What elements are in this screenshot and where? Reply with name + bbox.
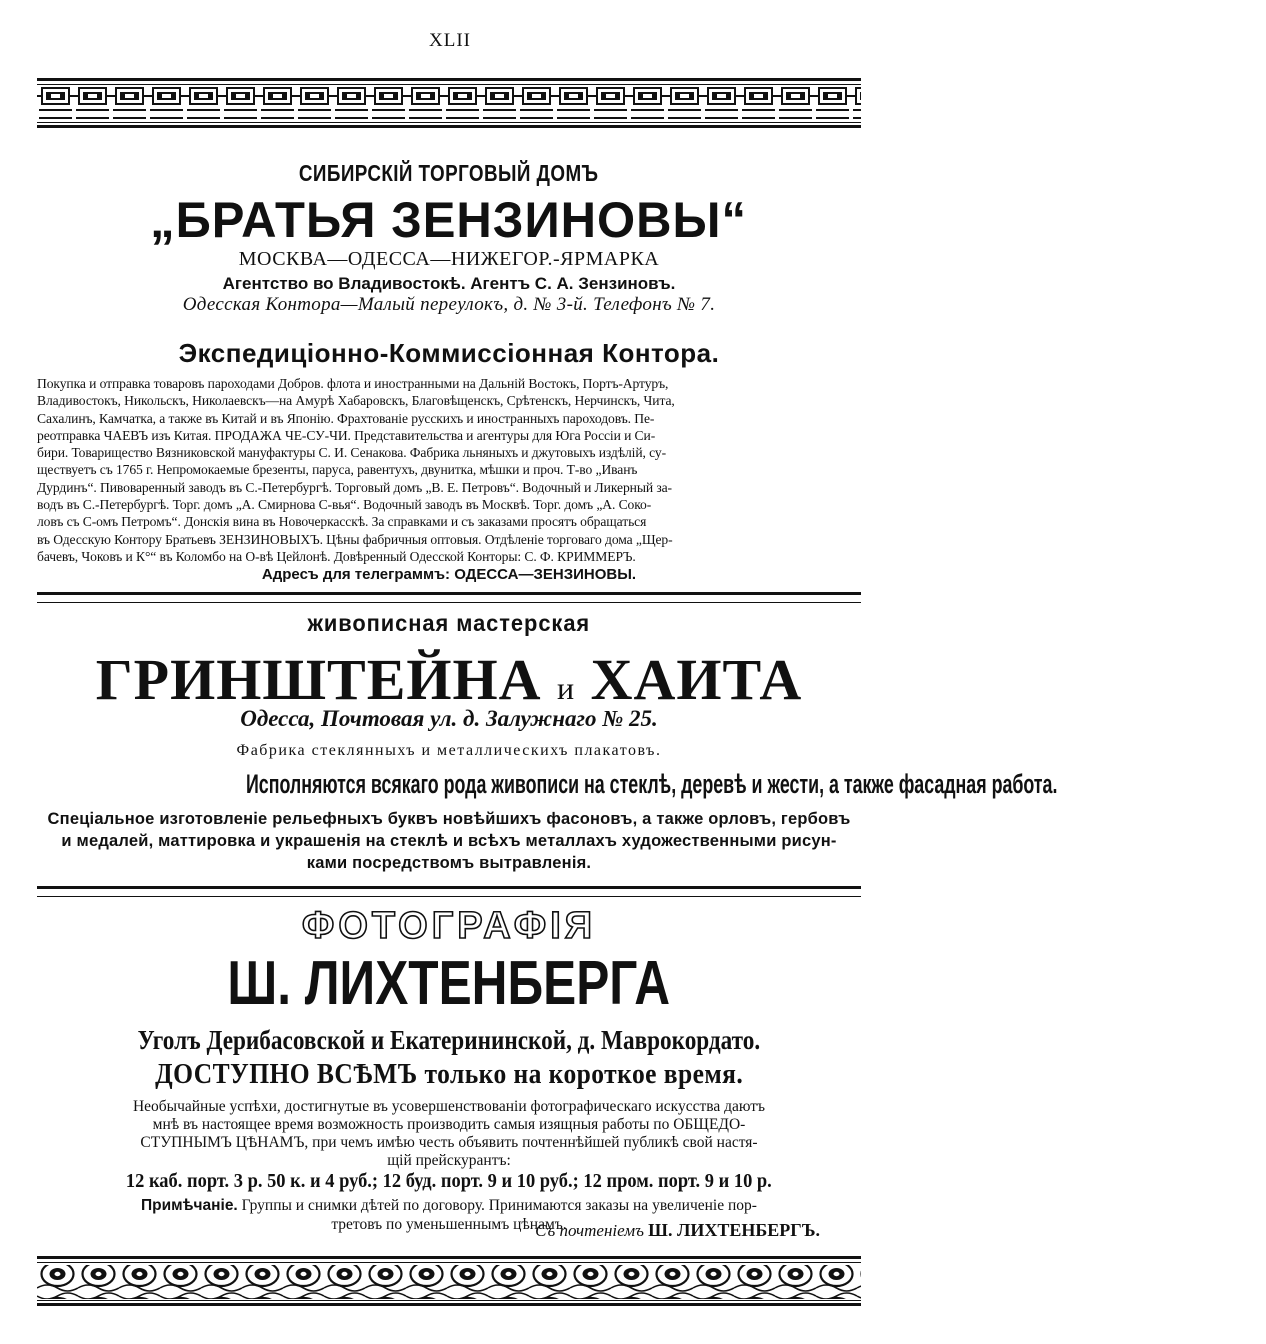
ad3-signature-prefix: Съ почтеніемъ [535,1221,644,1240]
ad3-address: Уголъ Дерибасовской и Екатерининской, д. Маврокордато. [137,1025,761,1055]
ad3-body-line: СТУПНЫМЪ ЦѢНАМЪ, при чемъ имѣю честь объявить почтеннѣйшей публикѣ свой настя- [140,1134,758,1151]
ad3-note-line: третовъ по уменьшеннымъ цѣнамъ. [331,1216,567,1233]
ad2-services: Исполняются всякаго рода живописи на стеклѣ, деревѣ и жести, а также фасадная работа. [245,769,1058,799]
ad3-body [37,1098,861,1170]
ad1-body-line: Дурдинъ“. Пивоваренный заводъ въ С.-Петербургѣ. Торговый домъ „В. Е. Петровъ“. Водочный и Ликерный за- [37,479,672,495]
bottom-ornament-border [37,1256,861,1306]
ad1-body-line: въ Одесскую Контору Братьевъ ЗЕНЗИНОВЫХЪ. Цѣны фабричныя оптовыя. Отдѣленіе торговаго дома „Щер- [37,531,673,547]
ad2-heading: живописная мастерская [307,610,591,636]
ad1-body-line: Сахалинъ, Камчатка, а также въ Китай и въ Японію. Фрахтованіе русскихъ и иностранныхъ пароходовъ. Пе- [37,410,655,426]
ad3-body-line: щій прейскурантъ: [387,1152,511,1169]
ad3-title: Ш. ЛИХТЕНБЕРГА [227,949,671,1018]
section-divider [37,592,861,603]
ad2-special [37,808,861,874]
ad2-special-line: Спеціальное изготовленіе рельефныхъ буквъ новѣйшихъ фасоновъ, а также орловъ, гербовъ [47,810,851,828]
ad2-factory: Фабрика стеклянныхъ и металлическихъ плакатовъ. [236,742,662,759]
section-divider [37,886,861,897]
ad1-body-line: реотправка ЧАЕВЪ изъ Китая. ПРОДАЖА ЧЕ-СУ-ЧИ. Представительства и агентуры для Юга Россіи и Си- [37,427,656,443]
ad1-body-line: ществуетъ съ 1765 г. Непромокаемые брезенты, паруса, равентухъ, двунитка, мѣшки и проч. Т-во „Иванъ [37,462,638,478]
ad3-signature [420,1220,820,1241]
ad3-note-label: Примѣчаніе. [141,1197,238,1214]
ad3-note-line: Группы и снимки дѣтей по договору. Принимаются заказы на увеличеніе пор- [241,1197,757,1214]
ad3-signature-name: Ш. ЛИХТЕНБЕРГЪ. [648,1220,820,1240]
ad1-office: Одесская Контора—Малый переулокъ, д. № 3-й. Телефонъ № 7. [182,294,716,315]
ad1-body-line: Владивостокъ, Никольскъ, Николаевскъ—на Амурѣ Хабаровскъ, Благовѣщенскъ, Срѣтенскъ, Нерчинскъ, Чита, [37,393,675,409]
ad2-special-line: и медалей, маттировка и украшенія на стеклѣ и всѣхъ металлахъ художественными рисун- [61,832,837,850]
ad2-special-line: ками посредствомъ вытравленія. [306,854,592,872]
ad1-body [37,375,861,565]
ad1-telegram: Адресъ для телеграммъ: ОДЕССА—ЗЕНЗИНОВЫ. [261,566,637,583]
ad1-body-line: Покупка и отправка товаровъ пароходами Добров. флота и иностранными на Дальній Востокъ, Портъ-Артуръ, [37,376,669,391]
ad3-body-line: мнѣ въ настоящее время возможность производить самыя изящныя работы по ОБЩЕДО- [152,1116,746,1133]
ad1-body-line: ловъ съ С-омъ Петромъ“. Донскія вина въ Новочеркасскѣ. За справками и съ заказами просятъ обращаться [37,514,647,530]
ad1-body-line: бири. Товарищество Вязниковской мануфактуры С. И. Сенакова. Фабрика льняныхъ и джутовыхъ издѣлій, су- [37,445,667,461]
ad2-title-and: и [557,670,576,706]
ad2-title-main: ГРИНШТЕЙНА [95,647,542,712]
ad1-body-line: бачевъ, Чоковъ и К°“ въ Коломбо на О-вѣ Цейлонѣ. Довѣренный Одесской Конторы: С. Ф. КРИММЕРЪ. [37,548,636,564]
ad3-prices: 12 каб. порт. 3 р. 50 к. и 4 руб.; 12 буд. порт. 9 и 10 руб.; 12 пром. порт. 9 и 10 р. [126,1170,772,1192]
top-ornament-border [37,78,861,128]
ad1-body-line: водъ въ С.-Петербургѣ. Торг. домъ „А. Смирнова С-вья“. Водочный заводъ въ Москвѣ. Торг. домъ „А. Соко- [37,497,652,513]
page-number: XLII [429,30,471,51]
ad3-slogan: ДОСТУПНО ВСѢМЪ только на короткое время. [154,1058,744,1090]
ad1-agency: Агентство во Владивостокѣ. Агентъ С. А. Зензиновъ. [222,274,676,293]
ad1-office-title: Экспедиціонно-Коммиссіонная Контора. [178,338,720,368]
ad1-heading: СИБИРСКІЙ ТОРГОВЫЙ ДОМЪ [299,160,599,186]
ad3-heading: ФОТОГРАФІЯ [301,905,597,947]
ad3-body-line: Необычайные успѣхи, достигнутые въ усовершенствованіи фотографическаго искусства даютъ [132,1098,766,1115]
ad2-address: Одесса, Почтовая ул. д. Залужнаго № 25. [240,706,658,731]
ad1-cities: МОСКВА—ОДЕССА—НИЖЕГОР.-ЯРМАРКА [238,248,660,270]
ad2-title-second: ХАИТА [590,647,803,712]
ad1-title: „БРАТЬЯ ЗЕНЗИНОВЫ“ [150,192,748,248]
